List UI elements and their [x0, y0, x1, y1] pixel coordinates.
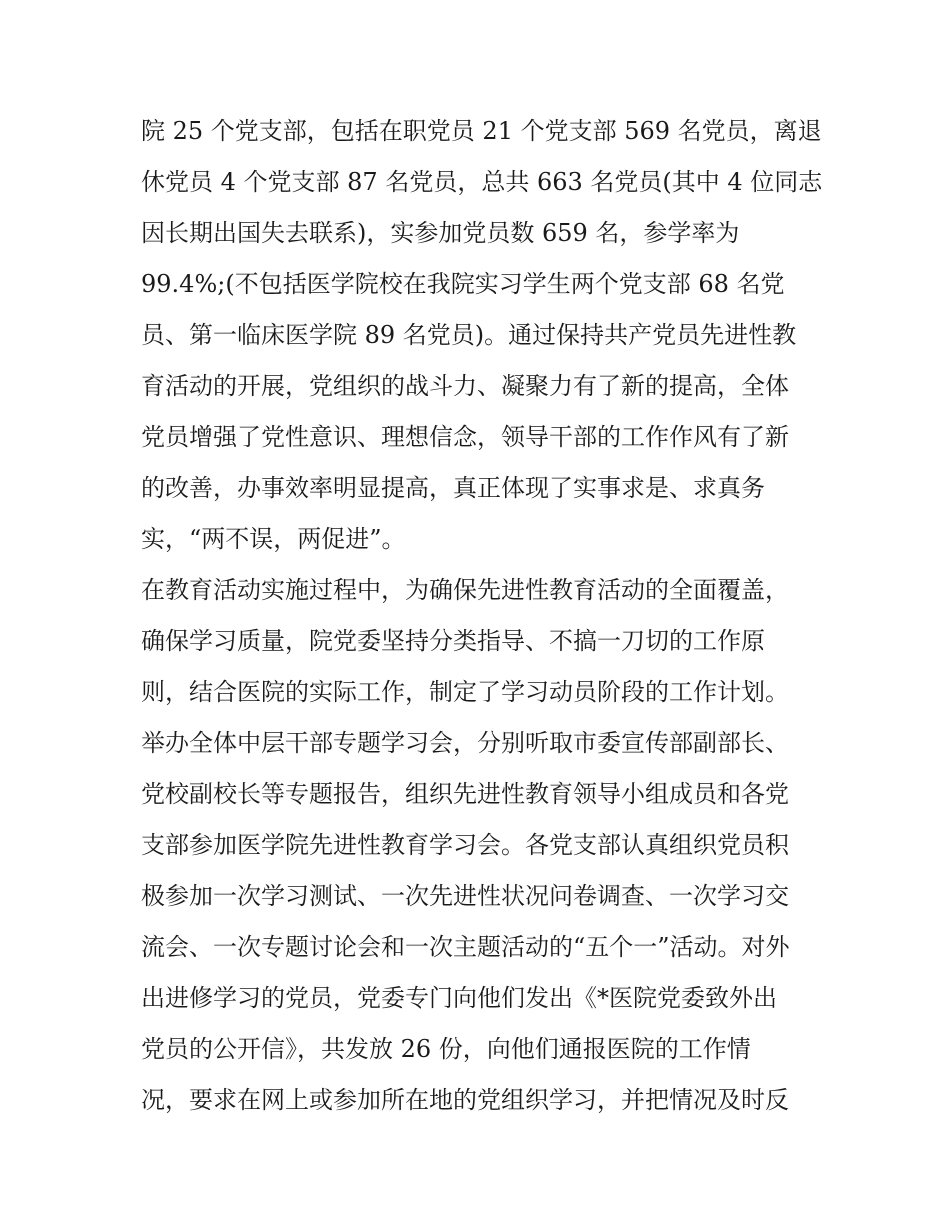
text-line: 的改善，办事效率明显提高，真正体现了实事求是、求真务: [141, 474, 765, 502]
body-text: [141, 106, 821, 1126]
text-line: 举办全体中层干部专题学习会，分别听取市委宣传部副部长、: [141, 729, 789, 757]
text-line: 在教育活动实施过程中，为确保先进性教育活动的全面覆盖，: [141, 576, 789, 604]
text-line: 员、第一临床医学院 89 名党员)。通过保持共产党员先进性教: [141, 321, 797, 349]
text-line: 休党员 4 个党支部 87 名党员，总共 663 名党员(其中 4 位同志: [141, 168, 823, 196]
text-line: 实，“两不误，两促进”。: [141, 525, 406, 553]
text-line: 流会、一次专题讨论会和一次主题活动的“五个一”活动。对外: [141, 933, 790, 961]
text-line: 党员的公开信》，共发放 26 份，向他们通报医院的工作情: [141, 1035, 751, 1063]
text-line: 极参加一次学习测试、一次先进性状况问卷调查、一次学习交: [141, 882, 789, 910]
text-line: 党校副校长等专题报告，组织先进性教育领导小组成员和各党: [141, 780, 789, 808]
text-line: 支部参加医学院先进性教育学习会。各党支部认真组织党员积: [141, 831, 789, 859]
text-line: 因长期出国失去联系)，实参加党员数 659 名，参学率为: [141, 219, 740, 247]
text-line: 则，结合医院的实际工作，制定了学习动员阶段的工作计划。: [141, 678, 789, 706]
text-line: 确保学习质量，院党委坚持分类指导、不搞一刀切的工作原: [141, 627, 765, 655]
text-line: 99.4%;(不包括医学院校在我院实习学生两个党支部 68 名党: [141, 270, 785, 298]
text-line: 育活动的开展，党组织的战斗力、凝聚力有了新的提高，全体: [141, 372, 789, 400]
text-line: 院 25 个党支部，包括在职党员 21 个党支部 569 名党员，离退: [141, 117, 822, 145]
text-line: 党员增强了党性意识、理想信念，领导干部的工作作风有了新: [141, 423, 789, 451]
text-line: 况，要求在网上或参加所在地的党组织学习，并把情况及时反: [141, 1086, 789, 1114]
text-line: 出进修学习的党员，党委专门向他们发出《*医院党委致外出: [141, 984, 777, 1012]
